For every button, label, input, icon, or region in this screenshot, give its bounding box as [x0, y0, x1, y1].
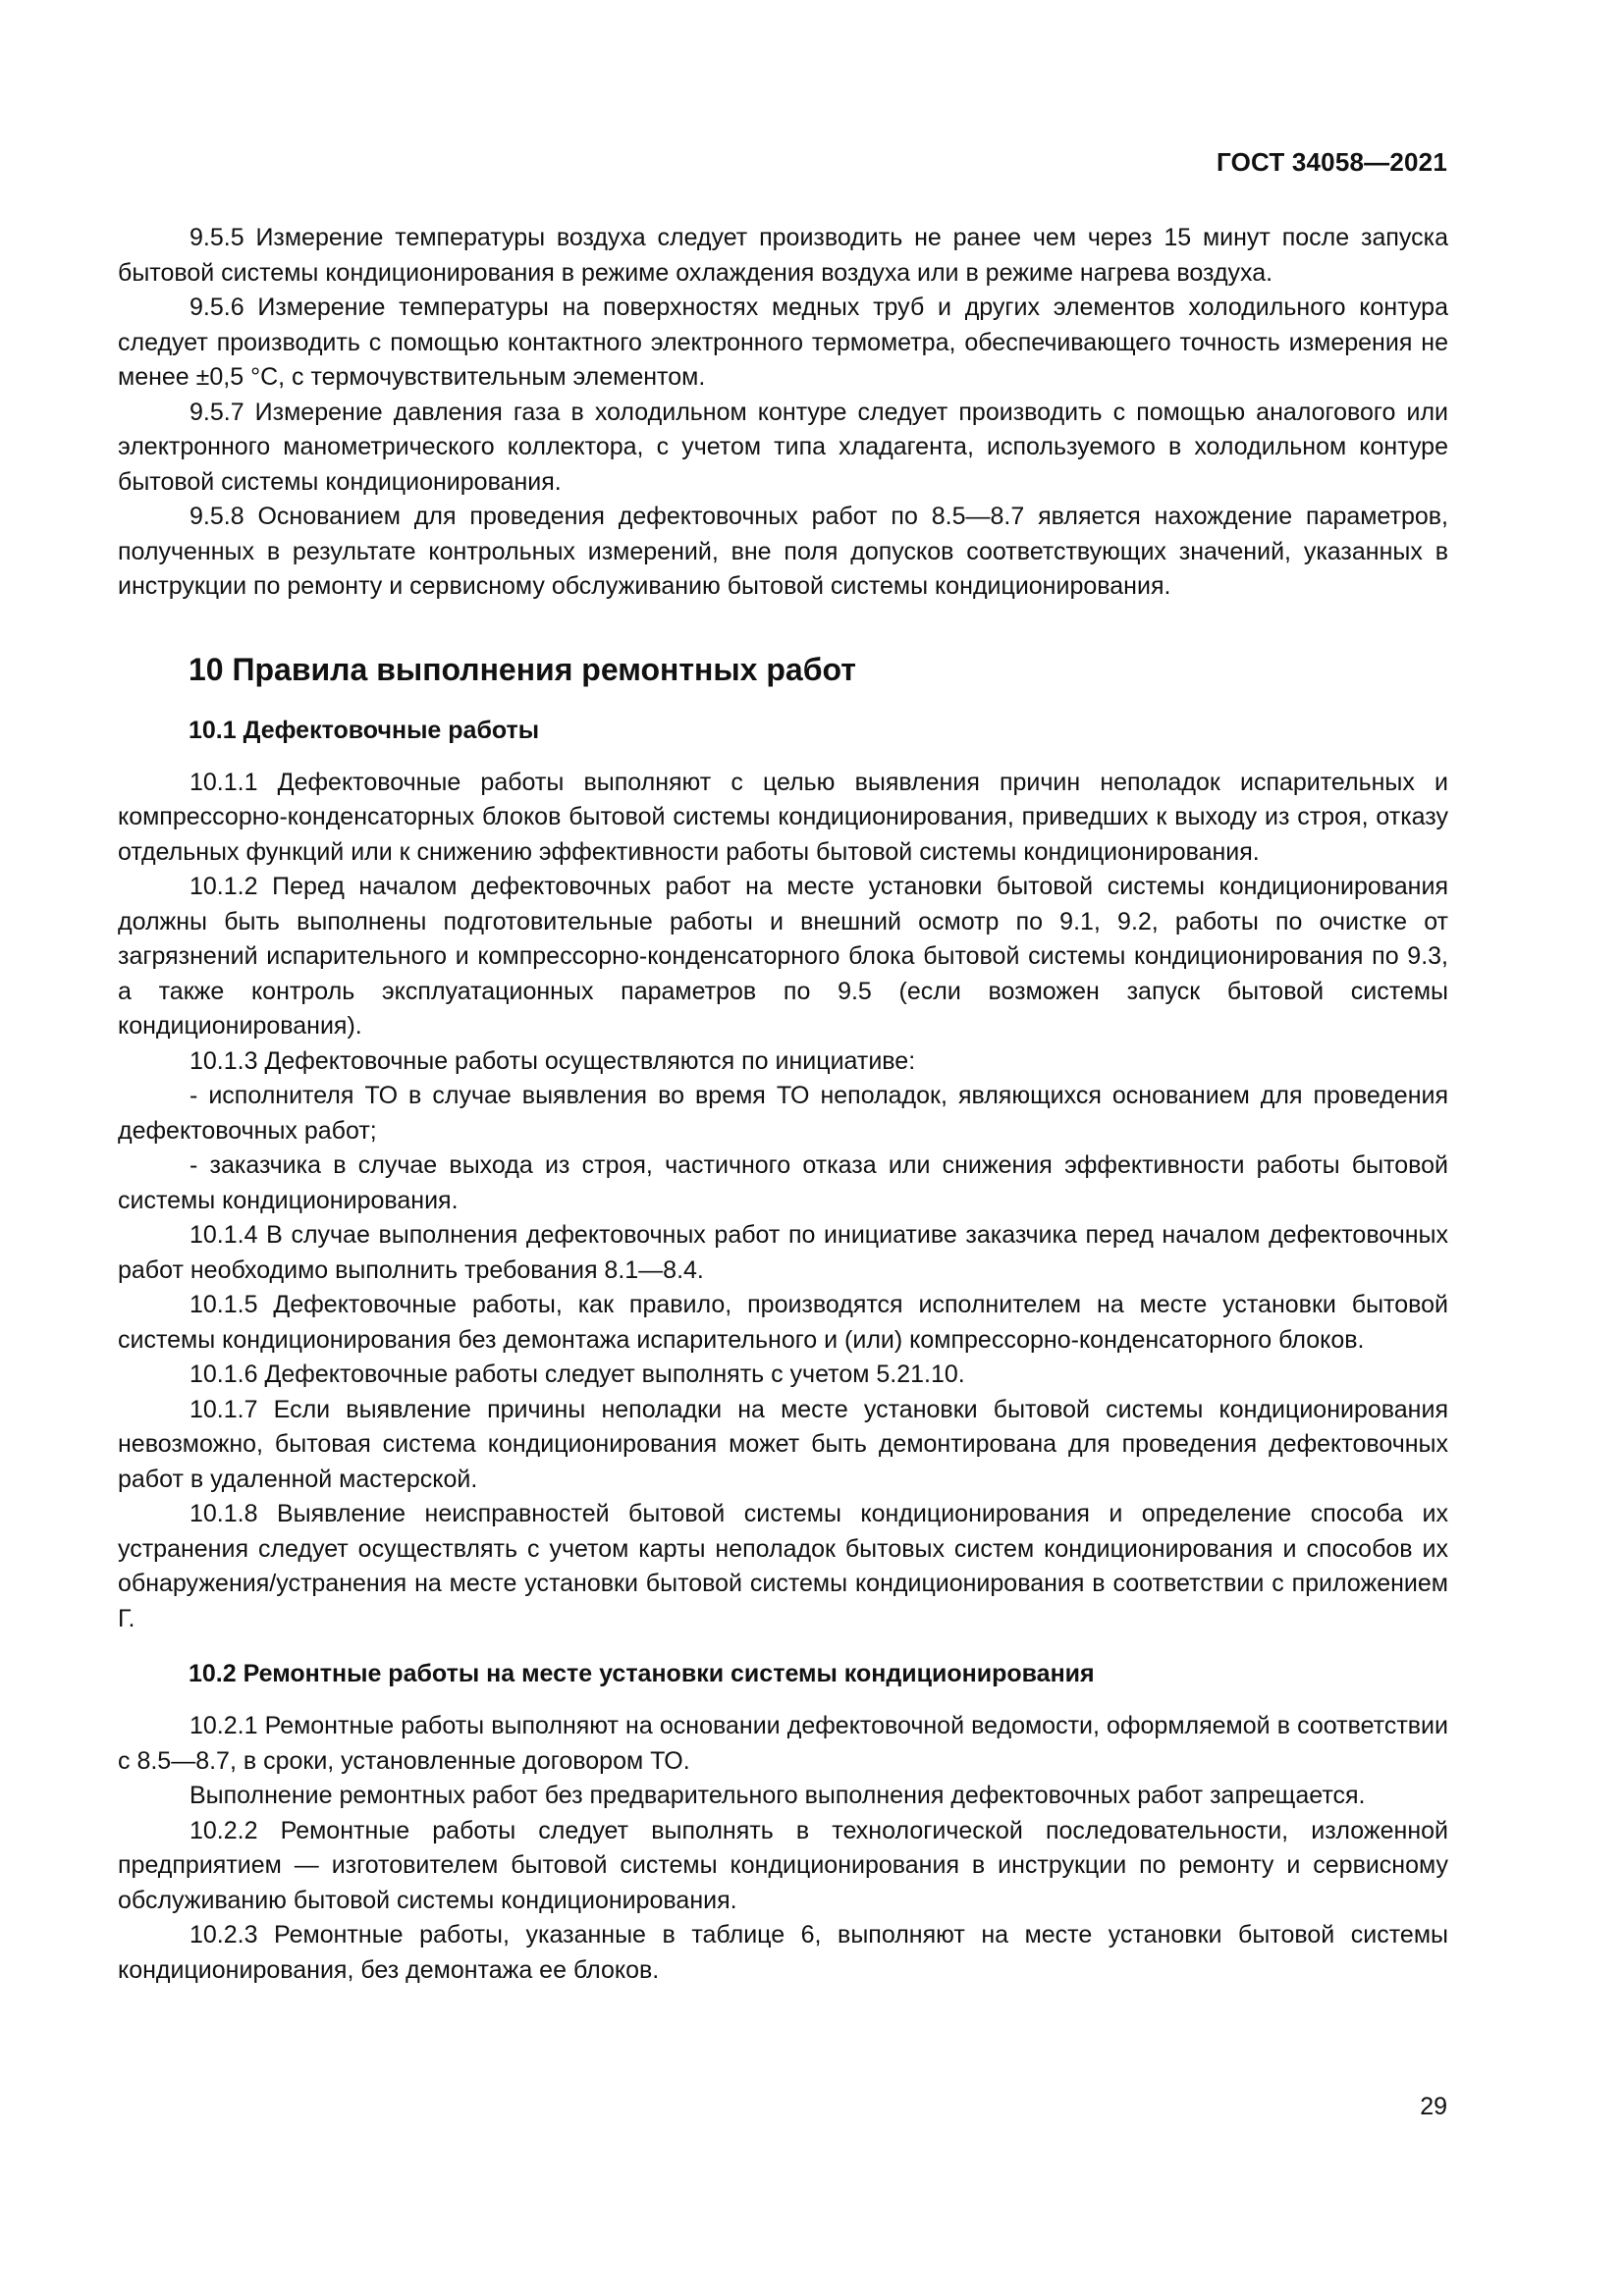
page-number: 29 — [1420, 2093, 1447, 2120]
clause-10-1-5: 10.1.5 Дефектовочные работы, как правило, производятся исполнителем на месте установки бытовой системы кондиционирования без демонтажа испарительного и (или) компрессорно-конденсаторного блоков. — [118, 1291, 1448, 1354]
clause-10-2-2: 10.2.2 Ремонтные работы следует выполнять в технологической последовательности, изложенной предприятием — изготовителем бытовой системы кондиционирования в инструкции по ремонту и сервисному обслуживанию бытовой системы кондиционирования. — [118, 1816, 1448, 1914]
clause-9-5-6: 9.5.6 Измерение температуры на поверхностях медных труб и других элементов холодильного контура следует производить с помощью контактного электронного термометра, обеспечивающего точность измерения не менее ±0,5 °С, с термочувствительным элементом. — [118, 294, 1448, 391]
document-body — [118, 221, 1448, 1988]
clause-10-1-2: 10.1.2 Перед началом дефектовочных работ на месте установки бытовой системы кондиционирования должны быть выполнены подготовительные работы и внешний осмотр по 9.1, 9.2, работы по очистке от загрязнений испарительного и компрессорно-конденсаторного блока бытовой системы кондиционирования по 9.3, а также контроль эксплуатационных параметров по 9.5 (если возможен запуск бытовой системы кондиционирования). — [118, 873, 1448, 1040]
clause-9-5-5: 9.5.5 Измерение температуры воздуха следует производить не ранее чем через 15 минут после запуска бытовой системы кондиционирования в режиме охлаждения воздуха или в режиме нагрева воздуха. — [118, 224, 1448, 287]
clause-10-2-1-note: Выполнение ремонтных работ без предварительного выполнения дефектовочных работ запрещается. — [189, 1782, 1366, 1809]
clause-10-1-1: 10.1.1 Дефектовочные работы выполняют с целью выявления причин неполадок испарительных и компрессорно-конденсаторных блоков бытовой системы кондиционирования, приведших к выходу из строя, отказу отдельных функций или к снижению эффективности работы бытовой системы кондиционирования. — [118, 768, 1448, 866]
section-10-heading: 10 Правила выполнения ремонтных работ — [189, 651, 856, 687]
section-10-1-heading: 10.1 Дефектовочные работы — [189, 716, 540, 744]
clause-10-2-1: 10.2.1 Ремонтные работы выполняют на основании дефектовочной ведомости, оформляемой в соответствии с 8.5—8.7, в сроки, установленные договором ТО. — [118, 1712, 1448, 1775]
clause-9-5-7: 9.5.7 Измерение давления газа в холодильном контуре следует производить с помощью аналогового или электронного манометрического коллектора, с учетом типа хладагента, используемого в холодильном контуре бытовой системы кондиционирования. — [118, 398, 1448, 496]
clause-10-2-3: 10.2.3 Ремонтные работы, указанные в таблице 6, выполняют на месте установки бытовой системы кондиционирования, без демонтажа ее блоков. — [118, 1921, 1448, 1984]
clause-10-1-7: 10.1.7 Если выявление причины неполадки на месте установки бытовой системы кондиционирования невозможно, бытовая система кондиционирования может быть демонтирована для проведения дефектовочных работ в удаленной мастерской. — [118, 1395, 1448, 1493]
list-item-contractor: - исполнителя ТО в случае выявления во время ТО неполадок, являющихся основанием для проведения дефектовочных работ; — [118, 1082, 1448, 1145]
clause-10-1-4: 10.1.4 В случае выполнения дефектовочных работ по инициативе заказчика перед началом дефектовочных работ необходимо выполнить требования 8.1—8.4. — [118, 1221, 1448, 1284]
clause-10-1-3: 10.1.3 Дефектовочные работы осуществляются по инициативе: — [189, 1046, 916, 1075]
section-10-2-heading: 10.2 Ремонтные работы на месте установки системы кондиционирования — [189, 1660, 1095, 1687]
clause-10-1-6: 10.1.6 Дефектовочные работы следует выполнять с учетом 5.21.10. — [189, 1361, 965, 1388]
standard-designation: ГОСТ 34058—2021 — [1217, 147, 1447, 177]
list-item-customer: - заказчика в случае выхода из строя, частичного отказа или снижения эффективности работы бытовой системы кондиционирования. — [118, 1151, 1448, 1214]
clause-10-1-8: 10.1.8 Выявление неисправностей бытовой системы кондиционирования и определение способа их устранения следует осуществлять с учетом карты неполадок бытовых систем кондиционирования и способов их обнаружения/устранения на месте установки бытовой системы кондиционирования в соответствии с приложением Г. — [118, 1500, 1448, 1632]
clause-9-5-8: 9.5.8 Основанием для проведения дефектовочных работ по 8.5—8.7 является нахождение параметров, полученных в результате контрольных измерений, вне поля допусков соответствующих значений, указанных в инструкции по ремонту и сервисному обслуживанию бытовой системы кондиционирования. — [118, 503, 1448, 600]
